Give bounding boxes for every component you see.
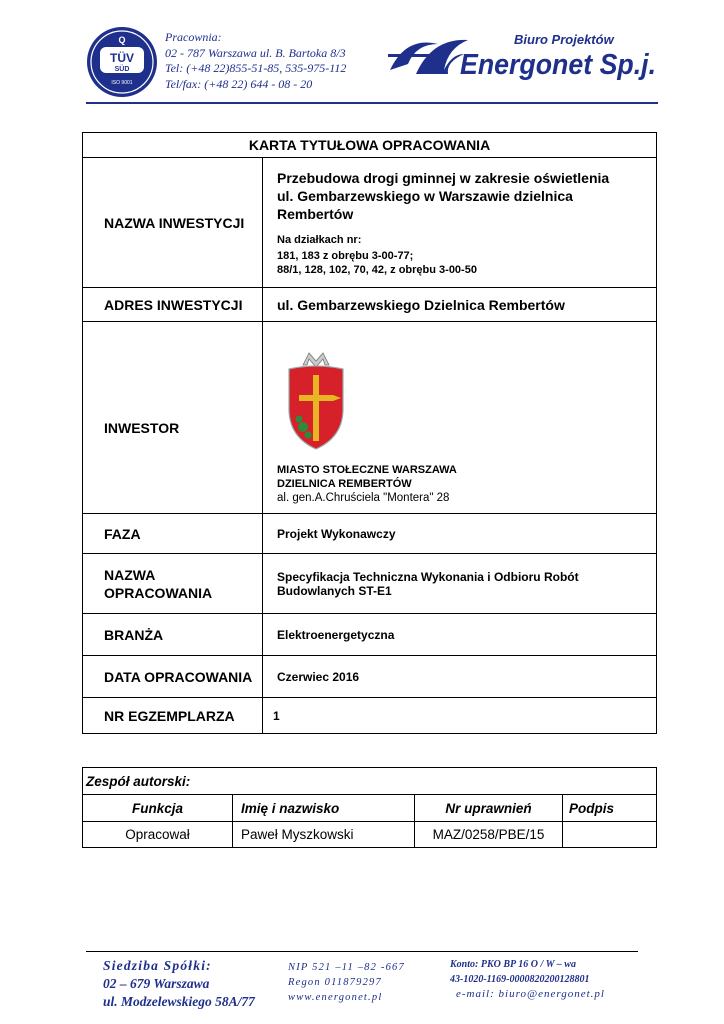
doc-name-line-2: Budowlanych ST-E1	[277, 583, 392, 598]
office-fax: Tel/fax: (+48 22) 644 - 08 - 20	[165, 76, 313, 91]
investor-value	[263, 322, 657, 514]
date-value: Czerwiec 2016	[263, 656, 657, 698]
row-name: Paweł Myszkowski	[233, 822, 415, 848]
doc-name-value	[263, 554, 657, 614]
cert-top-letter: Q	[118, 35, 126, 45]
date-label: DATA OPRACOWANIA	[83, 656, 263, 698]
website-link[interactable]: www.energonet.pl	[288, 992, 383, 1003]
investment-name-value	[263, 158, 657, 288]
title-card-table	[82, 132, 657, 734]
company-tagline: Biuro Projektów	[514, 32, 614, 47]
tuv-certificate-logo	[86, 26, 158, 98]
office-label: Pracownia:	[165, 30, 222, 44]
plots-line-1: 181, 183 z obrębu 3-00-77;	[277, 249, 414, 262]
investment-line-1: Przebudowa drogi gminnej w zakresie oświetlenia	[277, 169, 610, 186]
investment-name-label: NAZWA INWESTYCJI	[83, 158, 263, 288]
copy-number-value: 1	[263, 698, 657, 734]
phase-value: Projekt Wykonawczy	[263, 514, 657, 554]
row-function: Opracował	[83, 822, 233, 848]
doc-name-label-2: OPRACOWANIA	[104, 584, 213, 601]
investor-label: INWESTOR	[83, 322, 263, 514]
footer-seat	[103, 957, 255, 1011]
bank-name: Konto: PKO BP 16 O / W – wa	[450, 959, 576, 970]
regon: Regon 011879297	[288, 977, 382, 988]
address-label: ADRES INWESTYCJI	[83, 288, 263, 322]
plots-label: Na działkach nr:	[277, 233, 362, 246]
seat-city: 02 – 679 Warszawa	[103, 976, 210, 991]
cert-brand: TÜV	[110, 51, 134, 65]
doc-name-label	[83, 554, 263, 614]
cert-sub: SÜD	[114, 66, 130, 73]
bank-account: 43-1020-1169-0000820200128801	[450, 974, 590, 985]
rembertow-coat-of-arms	[281, 351, 351, 451]
authors-table	[82, 767, 657, 848]
investor-line-2: DZIELNICA REMBERTÓW	[277, 478, 412, 490]
plots-line-2: 88/1, 128, 102, 70, 42, z obrębu 3-00-50	[277, 263, 477, 276]
investment-line-2: ul. Gembarzewskiego w Warszawie dzielnica	[277, 187, 573, 204]
col-signature: Podpis	[563, 795, 657, 822]
cert-norm: ISO 9001	[111, 80, 133, 86]
address-value: ul. Gembarzewskiego Dzielnica Rembertów	[263, 288, 657, 322]
branch-value: Elektroenergetyczna	[263, 614, 657, 656]
col-name: Imię i nazwisko	[233, 795, 415, 822]
branch-label: BRANŻA	[83, 614, 263, 656]
investor-line-3: al. gen.A.Chruściela "Montera" 28	[277, 492, 450, 504]
footer-registry	[288, 960, 405, 1005]
col-license: Nr uprawnień	[415, 795, 563, 822]
email-link[interactable]: e-mail: biuro@energonet.pl	[456, 988, 605, 1000]
seat-title: Siedziba Spółki:	[103, 958, 212, 973]
investor-line-1: MIASTO STOŁECZNE WARSZAWA	[277, 464, 457, 476]
copy-number-label: NR EGZEMPLARZA	[83, 698, 263, 734]
office-phone: Tel: (+48 22)855-51-85, 535-975-112	[165, 61, 347, 75]
nip: NIP 521 –11 –82 -667	[288, 962, 405, 973]
row-license: MAZ/0258/PBE/15	[415, 822, 563, 848]
header-divider	[86, 102, 658, 104]
table-row	[83, 822, 657, 848]
office-address: 02 - 787 Warszawa ul. B. Bartoka 8/3	[165, 45, 346, 60]
energonet-logo	[386, 30, 658, 82]
footer-bank	[450, 957, 605, 1002]
office-contact	[165, 30, 346, 92]
company-name: Energonet Sp.j.	[460, 49, 656, 81]
authors-title: Zespół autorski:	[83, 768, 657, 795]
footer-divider	[86, 951, 638, 952]
card-title: KARTA TYTUŁOWA OPRACOWANIA	[83, 133, 657, 158]
doc-name-line-1: Specyfikacja Techniczna Wykonania i Odbioru Robót	[277, 569, 579, 584]
row-signature	[563, 822, 657, 848]
doc-name-label-1: NAZWA	[104, 566, 156, 583]
investment-line-3: Rembertów	[277, 205, 354, 222]
seat-street: ul. Modzelewskiego 58A/77	[103, 994, 255, 1009]
col-function: Funkcja	[83, 795, 233, 822]
phase-label: FAZA	[83, 514, 263, 554]
